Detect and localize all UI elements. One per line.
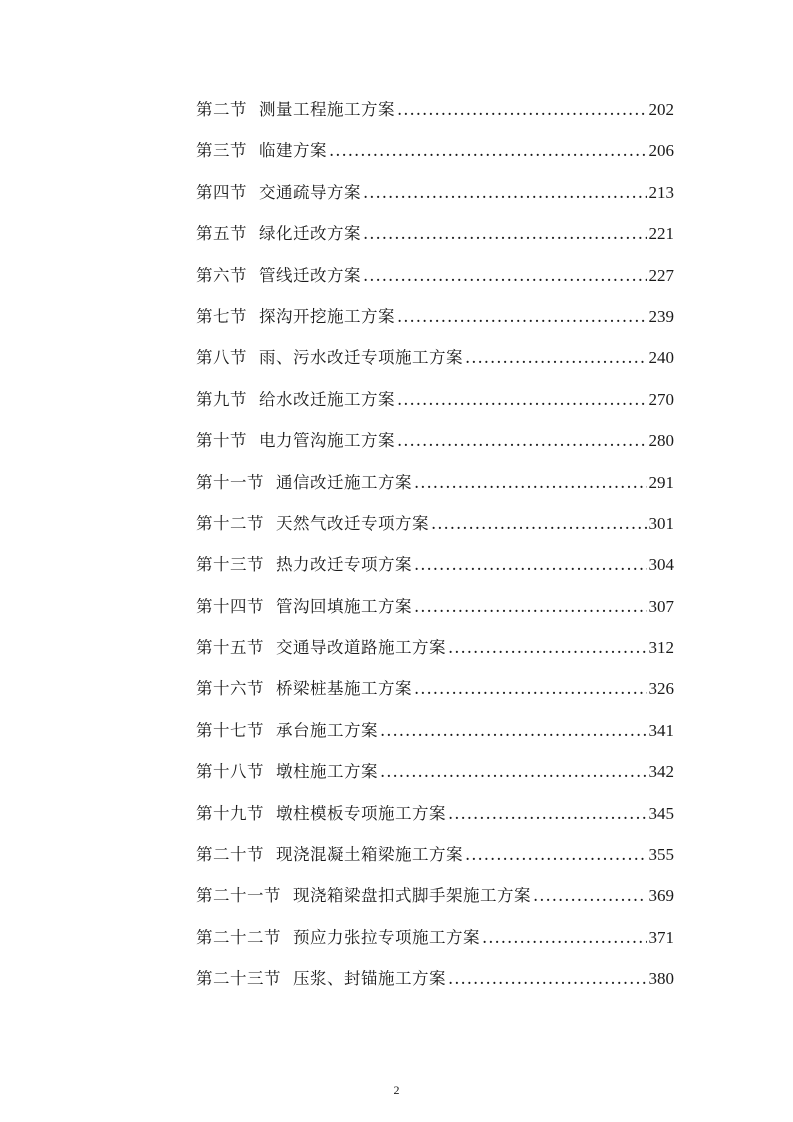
toc-entry-title: 电力管沟施工方案 [259,431,395,451]
toc-entry-page: 312 [648,638,674,658]
toc-dot-leader [448,969,647,988]
toc-entry[interactable] [196,593,674,634]
toc-entry-page: 240 [648,348,674,368]
toc-entry[interactable] [196,344,674,385]
toc-entry-title: 给水改迁施工方案 [259,389,395,409]
toc-entry-section: 第六节 [196,265,247,285]
toc-entry-page: 270 [648,389,674,409]
toc-dot-leader [448,804,647,823]
toc-entry[interactable] [196,469,674,510]
toc-entry-section: 第十八节 [196,762,264,782]
table-of-contents [196,96,674,1007]
toc-entry-page: 280 [648,431,674,451]
toc-entry-title: 探沟开挖施工方案 [259,306,395,326]
toc-dot-leader [380,721,647,740]
toc-entry[interactable] [196,510,674,551]
toc-dot-leader [465,348,647,367]
toc-entry[interactable] [196,675,674,716]
toc-entry-title: 热力改迁专项方案 [276,555,412,575]
toc-entry[interactable] [196,386,674,427]
toc-entry-title: 压浆、封锚施工方案 [293,969,446,989]
toc-entry-title: 管沟回填施工方案 [276,596,412,616]
toc-entry-section: 第二十节 [196,845,264,865]
toc-entry[interactable] [196,96,674,137]
toc-entry-page: 301 [648,513,674,533]
toc-entry-page: 345 [648,803,674,823]
toc-entry-section: 第十九节 [196,803,264,823]
toc-entry-section: 第十五节 [196,638,264,658]
toc-entry[interactable] [196,634,674,675]
toc-entry-section: 第二十三节 [196,969,281,989]
toc-entry-title: 测量工程施工方案 [259,100,395,119]
toc-dot-leader [397,431,647,450]
toc-entry-title: 雨、污水改迁专项施工方案 [259,348,463,368]
toc-entry-page: 202 [648,100,674,119]
toc-entry-page: 326 [648,679,674,699]
toc-dot-leader [363,266,647,285]
toc-entry[interactable] [196,965,674,1006]
toc-entry-page: 380 [648,969,674,989]
toc-entry-title: 承台施工方案 [276,720,378,740]
toc-dot-leader [465,845,647,864]
toc-entry-section: 第三节 [196,141,247,161]
toc-entry[interactable] [196,303,674,344]
toc-entry-section: 第十二节 [196,513,264,533]
toc-entry-title: 交通导改道路施工方案 [276,638,446,658]
toc-entry[interactable] [196,137,674,178]
toc-entry-section: 第八节 [196,348,247,368]
toc-entry-page: 239 [648,306,674,326]
toc-entry-title: 绿化迁改方案 [259,224,361,244]
toc-entry-page: 371 [648,927,674,947]
toc-dot-leader [363,183,647,202]
toc-entry-page: 291 [648,472,674,492]
toc-entry-title: 通信改迁施工方案 [276,472,412,492]
toc-dot-leader [448,638,647,657]
toc-entry-page: 369 [648,886,674,906]
toc-entry-title: 交通疏导方案 [259,182,361,202]
toc-entry-title: 管线迁改方案 [259,265,361,285]
toc-dot-leader [414,679,647,698]
toc-entry-page: 227 [648,265,674,285]
toc-entry-page: 304 [648,555,674,575]
toc-entry[interactable] [196,551,674,592]
toc-dot-leader [380,762,647,781]
toc-entry-section: 第十三节 [196,555,264,575]
toc-entry-page: 307 [648,596,674,616]
toc-dot-leader [533,886,647,905]
toc-dot-leader [397,100,647,119]
toc-entry-page: 206 [648,141,674,161]
toc-entry-title: 墩柱模板专项施工方案 [276,803,446,823]
toc-entry[interactable] [196,262,674,303]
toc-entry-section: 第十四节 [196,596,264,616]
toc-entry-section: 第四节 [196,182,247,202]
toc-entry-section: 第九节 [196,389,247,409]
toc-entry-section: 第十七节 [196,720,264,740]
toc-entry-title: 现浇混凝土箱梁施工方案 [276,845,463,865]
toc-entry-page: 213 [648,182,674,202]
toc-entry-title: 临建方案 [259,141,327,161]
toc-entry[interactable] [196,841,674,882]
toc-entry-section: 第十节 [196,431,247,451]
toc-dot-leader [482,928,647,947]
toc-dot-leader [414,555,647,574]
toc-entry-page: 341 [648,720,674,740]
toc-entry[interactable] [196,717,674,758]
toc-dot-leader [414,473,647,492]
toc-dot-leader [363,224,647,243]
toc-entry-page: 355 [648,845,674,865]
toc-dot-leader [414,597,647,616]
toc-dot-leader [329,141,647,160]
toc-dot-leader [431,514,647,533]
toc-entry-title: 预应力张拉专项施工方案 [293,927,480,947]
toc-entry[interactable] [196,427,674,468]
toc-entry[interactable] [196,758,674,799]
toc-entry-title: 桥梁桩基施工方案 [276,679,412,699]
toc-dot-leader [397,307,647,326]
toc-entry-page: 342 [648,762,674,782]
toc-entry-title: 天然气改迁专项方案 [276,513,429,533]
toc-entry-section: 第七节 [196,306,247,326]
toc-entry[interactable] [196,924,674,965]
toc-entry[interactable] [196,220,674,261]
toc-entry[interactable] [196,800,674,841]
toc-entry-title: 墩柱施工方案 [276,762,378,782]
toc-entry-section: 第十一节 [196,472,264,492]
toc-entry-title: 现浇箱梁盘扣式脚手架施工方案 [293,886,531,906]
toc-entry-section: 第十六节 [196,679,264,699]
toc-entry-section: 第五节 [196,224,247,244]
toc-entry-section: 第二十二节 [196,927,281,947]
toc-dot-leader [397,390,647,409]
toc-entry-page: 221 [648,224,674,244]
toc-entry[interactable] [196,179,674,220]
toc-entry[interactable] [196,882,674,923]
page-number: 2 [393,1083,400,1097]
toc-entry-section: 第二十一节 [196,886,281,906]
toc-entry-section: 第二节 [196,100,247,119]
